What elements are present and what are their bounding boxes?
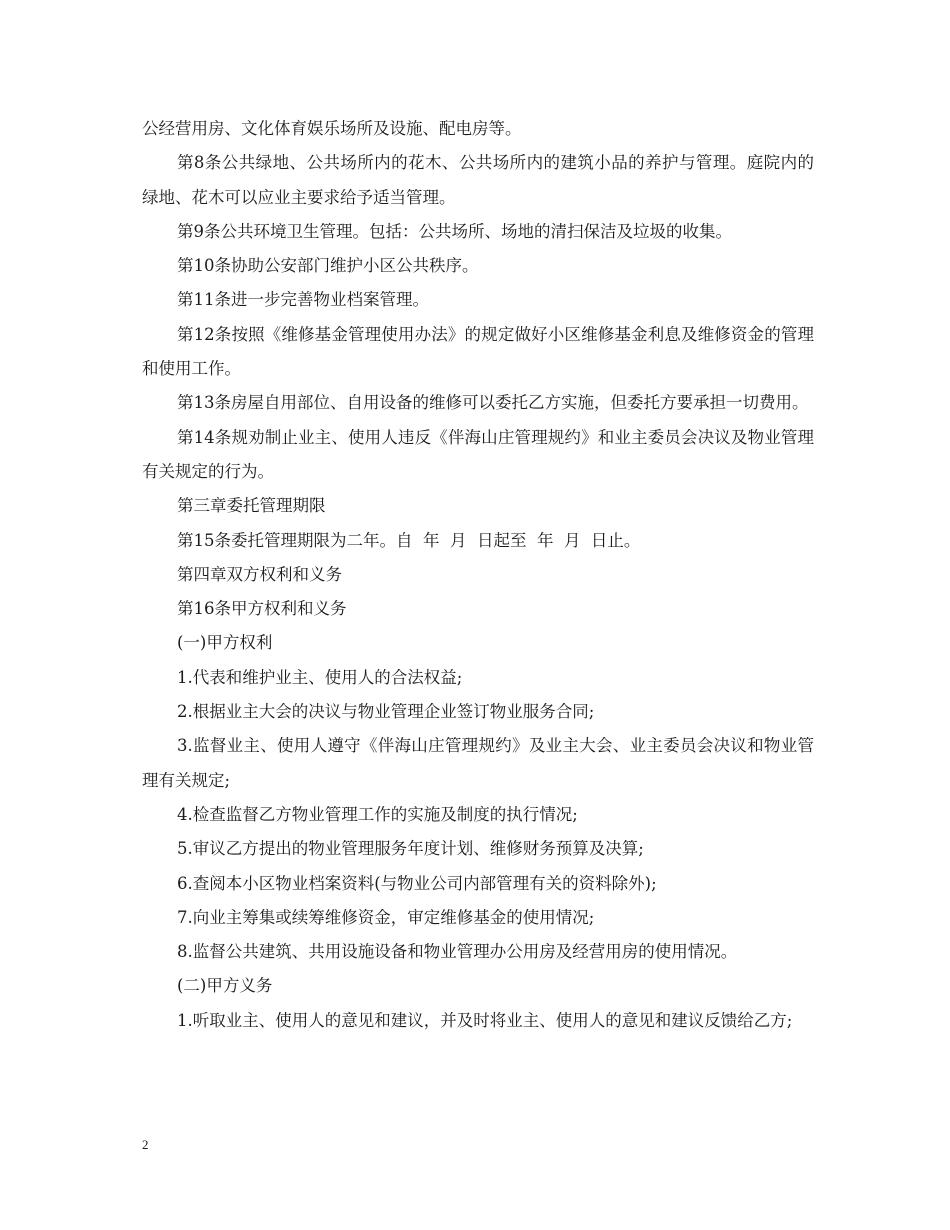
paragraph: 第15条委托管理期限为二年。自 年 月 日起至 年 月 日止。 xyxy=(177,530,641,550)
list-item: 8.监督公共建筑、共用设施设备和物业管理办公用房及经营用房的使用情况。 xyxy=(177,942,738,962)
list-item: 7.向业主筹集或续筹维修资金，审定维修基金的使用情况; xyxy=(177,907,595,927)
paragraph: 第14条规劝制止业主、使用人违反《伴海山庄管理规约》和业主委员会决议及物业管理有关规定的行为。 xyxy=(142,427,814,481)
paragraph: 第16条甲方权利和义务 xyxy=(177,599,347,619)
chapter-heading: 第三章委托管理期限 xyxy=(177,496,326,516)
list-item: 5.审议乙方提出的物业管理服务年度计划、维修财务预算及决算; xyxy=(177,839,644,859)
list-item: 1.听取业主、使用人的意见和建议，并及时将业主、使用人的意见和建议反馈给乙方; xyxy=(177,1010,793,1030)
paragraph: 第11条进一步完善物业档案管理。 xyxy=(177,290,429,310)
list-item: 6.查阅本小区物业档案资料(与物业公司内部管理有关的资料除外); xyxy=(177,873,657,893)
paragraph: 第10条协助公安部门维护小区公共秩序。 xyxy=(177,256,479,276)
list-item: 3.监督业主、使用人遵守《伴海山庄管理规约》及业主大会、业主委员会决议和物业管理有关规定; xyxy=(142,736,814,790)
list-item: 2.根据业主大会的决议与物业管理企业签订物业服务合同; xyxy=(177,702,595,722)
paragraph: 第12条按照《维修基金管理使用办法》的规定做好小区维修基金利息及维修资金的管理和使用工作。 xyxy=(142,324,814,379)
paragraph: 公经营用房、文化体育娱乐场所及设施、配电房等。 xyxy=(142,119,522,138)
section-heading: (二)甲方义务 xyxy=(177,976,273,996)
chapter-heading: 第四章双方权利和义务 xyxy=(177,564,342,584)
section-heading: (一)甲方权利 xyxy=(177,633,273,653)
document-body xyxy=(142,112,814,1038)
page-number: 2 xyxy=(142,1137,149,1152)
list-item: 4.检查监督乙方物业管理工作的实施及制度的执行情况; xyxy=(177,804,578,824)
list-item: 1.代表和维护业主、使用人的合法权益; xyxy=(177,667,463,687)
paragraph: 第13条房屋自用部位、自用设备的维修可以委托乙方实施，但委托方要承担一切费用。 xyxy=(177,393,809,413)
paragraph: 第8条公共绿地、公共场所内的花木、公共场所内的建筑小品的养护与管理。庭院内的绿地、花木可以应业主要求给予适当管理。 xyxy=(142,153,814,207)
paragraph: 第9条公共环境卫生管理。包括：公共场所、场地的清扫保洁及垃圾的收集。 xyxy=(177,221,732,241)
